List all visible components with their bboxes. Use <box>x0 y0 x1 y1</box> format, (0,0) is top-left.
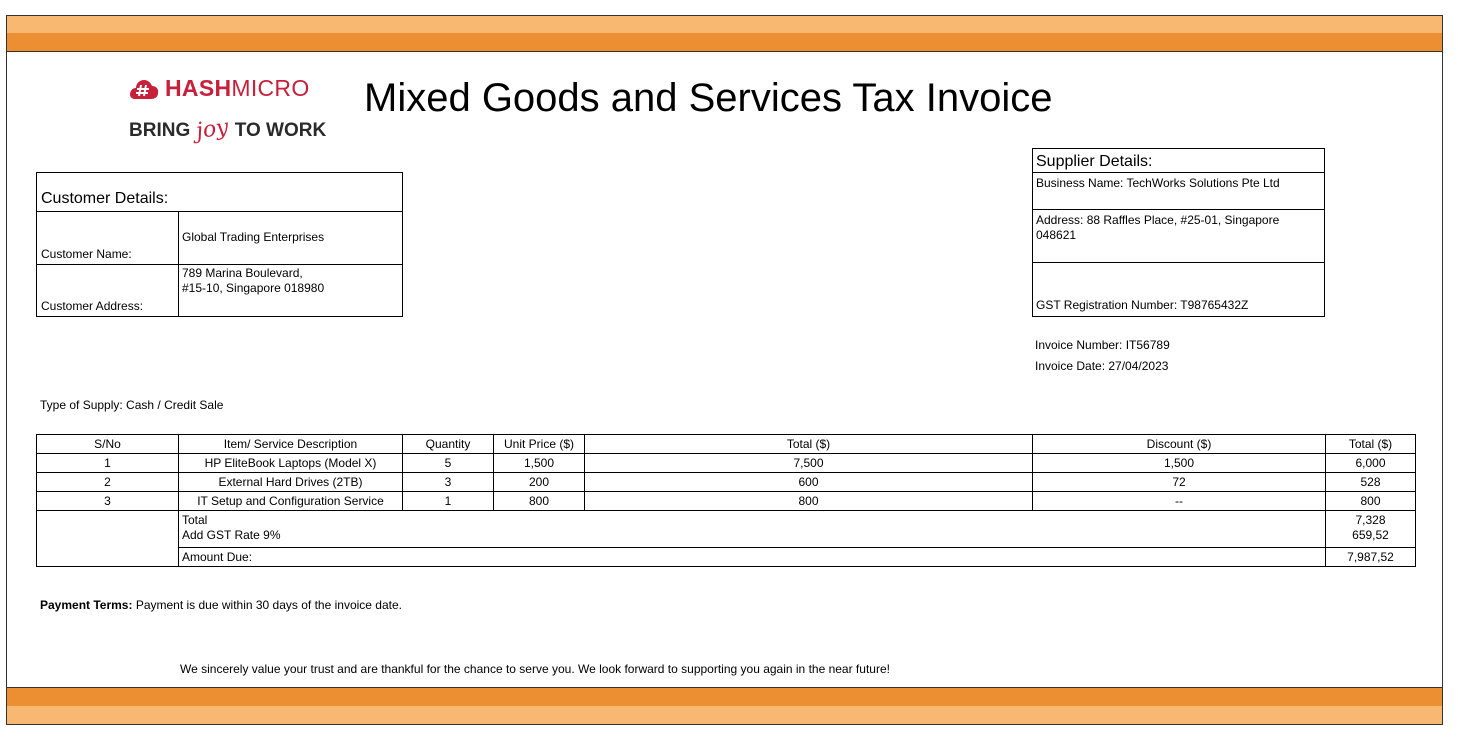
cell-total: 800 <box>585 492 1033 511</box>
cell-net-total: 800 <box>1326 492 1416 511</box>
bottom-band-dark <box>7 687 1442 706</box>
cell-sno: 1 <box>37 454 179 473</box>
cell-discount: 72 <box>1033 473 1326 492</box>
customer-address-label: Customer Address: <box>41 299 144 313</box>
hashmicro-cloud-icon <box>129 78 159 100</box>
cell-net-total: 528 <box>1326 473 1416 492</box>
logo-tagline-post: TO WORK <box>234 120 327 141</box>
supplier-address-line2: 048621 <box>1036 228 1077 242</box>
totals-blank-cell <box>37 511 179 567</box>
top-band-dark <box>7 33 1442 52</box>
payment-terms-text: Payment is due within 30 days of the invoice date. <box>132 598 402 612</box>
customer-name-value: Global Trading Enterprises <box>182 230 325 244</box>
gst-label: Add GST Rate 9% <box>182 528 281 542</box>
cell-net-total: 6,000 <box>1326 454 1416 473</box>
totals-row <box>37 511 1416 548</box>
customer-details-box <box>36 172 403 317</box>
hashmicro-logo <box>129 73 339 143</box>
supplier-business-name: Business Name: TechWorks Solutions Pte Ltd <box>1036 176 1280 190</box>
table-row <box>37 473 1416 492</box>
top-band-light <box>7 16 1442 33</box>
invoice-title: Mixed Goods and Services Tax Invoice <box>364 76 1053 120</box>
table-row <box>37 454 1416 473</box>
customer-address-line1: 789 Marina Boulevard, <box>182 266 303 280</box>
cell-description: External Hard Drives (2TB) <box>179 473 403 492</box>
invoice-sheet <box>6 15 1443 725</box>
type-of-supply: Type of Supply: Cash / Credit Sale <box>40 398 224 412</box>
payment-terms <box>40 598 402 612</box>
cell-description: IT Setup and Configuration Service <box>179 492 403 511</box>
customer-name-label: Customer Name: <box>41 247 132 261</box>
cell-quantity: 3 <box>403 473 494 492</box>
cell-discount: -- <box>1033 492 1326 511</box>
customer-address-line2: #15-10, Singapore 018980 <box>182 281 325 295</box>
cell-total: 600 <box>585 473 1033 492</box>
gst-value: 659,52 <box>1352 528 1389 542</box>
cell-unit-price: 800 <box>494 492 585 511</box>
bottom-band-light <box>7 706 1442 725</box>
col-header-discount: Discount ($) <box>1033 435 1326 454</box>
logo-tagline-pre: BRING <box>129 120 191 141</box>
supplier-details-box <box>1032 148 1325 317</box>
items-table <box>36 434 1416 567</box>
total-value: 7,328 <box>1355 513 1386 527</box>
supplier-gst-registration: GST Registration Number: T98765432Z <box>1036 298 1249 312</box>
col-header-net-total: Total ($) <box>1326 435 1416 454</box>
col-header-description: Item/ Service Description <box>179 435 403 454</box>
amount-due-row <box>37 548 1416 567</box>
amount-due-label: Amount Due: <box>179 548 1326 567</box>
table-row <box>37 492 1416 511</box>
invoice-date: Invoice Date: 27/04/2023 <box>1035 359 1169 373</box>
logo-word-micro: MICRO <box>231 75 310 101</box>
invoice-number: Invoice Number: IT56789 <box>1035 338 1170 352</box>
cell-sno: 2 <box>37 473 179 492</box>
cell-sno: 3 <box>37 492 179 511</box>
cell-total: 7,500 <box>585 454 1033 473</box>
payment-terms-label: Payment Terms: <box>40 598 133 612</box>
totals-labels <box>179 511 1326 548</box>
col-header-sno: S/No <box>37 435 179 454</box>
totals-values <box>1326 511 1416 548</box>
logo-tagline-joy: joy <box>194 114 231 145</box>
thank-you-note: We sincerely value your trust and are thankful for the chance to serve you. We look forward to supporting you again in the near future! <box>180 662 890 676</box>
table-header-row <box>37 435 1416 454</box>
total-label: Total <box>182 513 208 527</box>
supplier-address-line1: Address: 88 Raffles Place, #25-01, Singapore <box>1036 213 1280 227</box>
cell-unit-price: 200 <box>494 473 585 492</box>
amount-due-value: 7,987,52 <box>1326 548 1416 567</box>
cell-unit-price: 1,500 <box>494 454 585 473</box>
col-header-unit-price: Unit Price ($) <box>494 435 585 454</box>
col-header-total: Total ($) <box>585 435 1033 454</box>
cell-discount: 1,500 <box>1033 454 1326 473</box>
col-header-quantity: Quantity <box>403 435 494 454</box>
supplier-details-header: Supplier Details: <box>1036 153 1153 170</box>
cell-quantity: 1 <box>403 492 494 511</box>
logo-word-hash: HASH <box>165 75 232 101</box>
customer-details-header: Customer Details: <box>41 190 169 207</box>
cell-quantity: 5 <box>403 454 494 473</box>
cell-description: HP EliteBook Laptops (Model X) <box>179 454 403 473</box>
